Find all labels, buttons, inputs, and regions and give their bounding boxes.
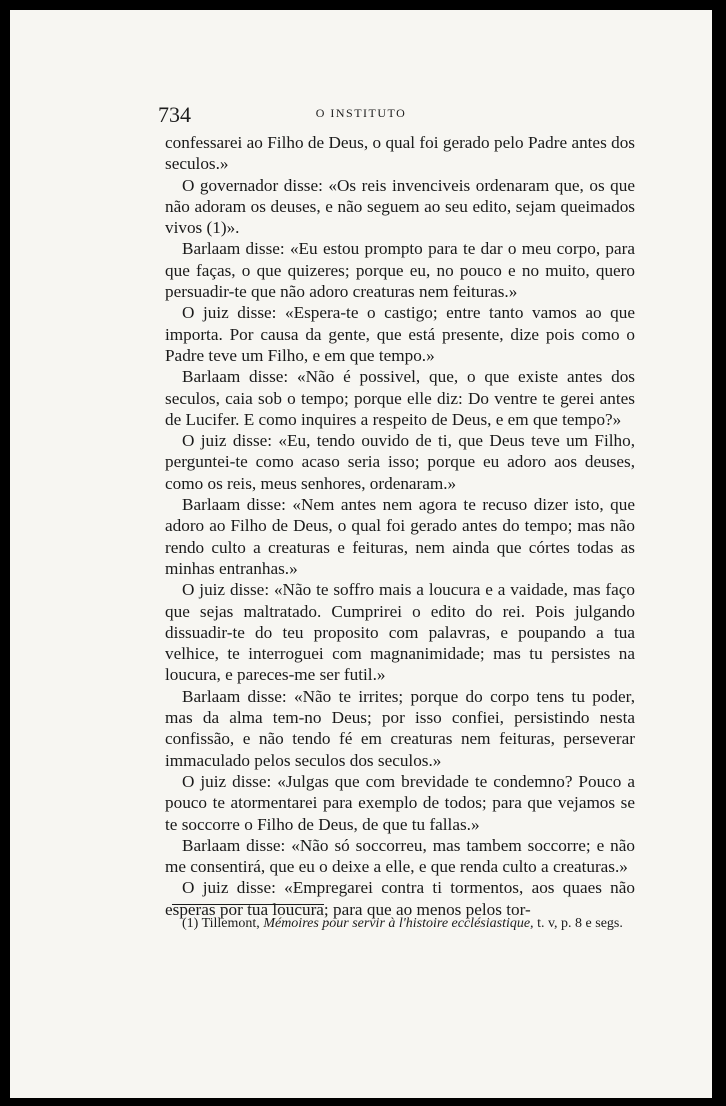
paragraph: O juiz disse: «Não te soffro mais a loucura e a vaidade, mas faço que sejas maltratado. Cumprirei o edito do rei. Pois julgando dissuadir-te do teu proposito com palavras, e poupando a tua velhice, te interroguei com magnanimidade; mas tu persistes na loucura, e pareces-me ser futil.»	[165, 580, 635, 685]
paragraph: Barlaam disse: «Não só soccorreu, mas tambem soccorre; e não me consentirá, que eu o deixe a elle, e que renda culto a creaturas.»	[165, 835, 635, 877]
paragraph: Barlaam disse: «Não é possivel, que, o que existe antes dos seculos, caia sob o tempo; porque elle diz: Do ventre te gerei antes de Lucifer. E como inquires a respeito de Deus, e em que tempo?»	[165, 367, 635, 429]
footnote-author: Tillemont,	[201, 916, 260, 931]
footnote	[165, 914, 635, 933]
paragraph: Barlaam disse: «Nem antes nem agora te recuso dizer isto, que adoro ao Filho de Deus, o qual foi gerado antes do tempo; mas não rendo culto a creaturas e feituras, nem ainda que córtes todas as minhas entranhas.»	[165, 495, 635, 578]
body-text	[165, 132, 635, 920]
paragraph: Barlaam disse: «Eu estou prompto para te dar o meu corpo, para que faças, o que quizeres; porque eu, no pouco e no muito, quero persuadir-te que não adoro creaturas nem feituras.»	[165, 239, 635, 302]
paragraph: O juiz disse: «Empregarei contra ti tormentos, aos quaes não esperas por tua loucura; para que ao menos pelos tor-	[165, 878, 635, 919]
footnote-marker: (1)	[182, 916, 199, 931]
footnote-title: Mémoires pour servir à l'histoire ecclésiastique,	[263, 916, 534, 931]
footnote-reference: t. v, p. 8 e segs.	[537, 916, 623, 931]
page-number: 734	[158, 102, 191, 127]
footnote-divider	[172, 904, 324, 905]
running-header	[10, 102, 712, 132]
paragraph: O governador disse: «Os reis invenciveis ordenaram que, os que não adoram os deuses, e não seguem ao seu edito, sejam queimados vivos (1)».	[165, 175, 635, 238]
paragraph: O juiz disse: «Espera-te o castigo; entre tanto vamos ao que importa. Por causa da gente, que está presente, dize pois como o Padre teve um Filho, e em que tempo.»	[165, 303, 635, 365]
paragraph: O juiz disse: «Eu, tendo ouvido de ti, que Deus teve um Filho, perguntei-te como acaso seria isso; porque eu adoro aos deuses, como os reis, meus senhores, ordenaram.»	[165, 431, 635, 493]
running-title: O INSTITUTO	[315, 106, 407, 120]
paragraph: O juiz disse: «Julgas que com brevidade te condemno? Pouco a pouco te atormentarei para exemplo de todos; para que vejamos se te soccorre o Filho de Deus, de que tu fallas.»	[165, 771, 635, 834]
paragraph: Barlaam disse: «Não te irrites; porque do corpo tens tu poder, mas da alma tem-no Deus; por isso confiei, persistindo nesta confissão, e não tendo fé em creaturas nem feituras, perseverar immaculado pelos seculos dos seculos.»	[165, 686, 635, 770]
book-page	[10, 10, 712, 1098]
paragraph: confessarei ao Filho de Deus, o qual foi gerado pelo Padre antes dos seculos.»	[165, 133, 635, 174]
